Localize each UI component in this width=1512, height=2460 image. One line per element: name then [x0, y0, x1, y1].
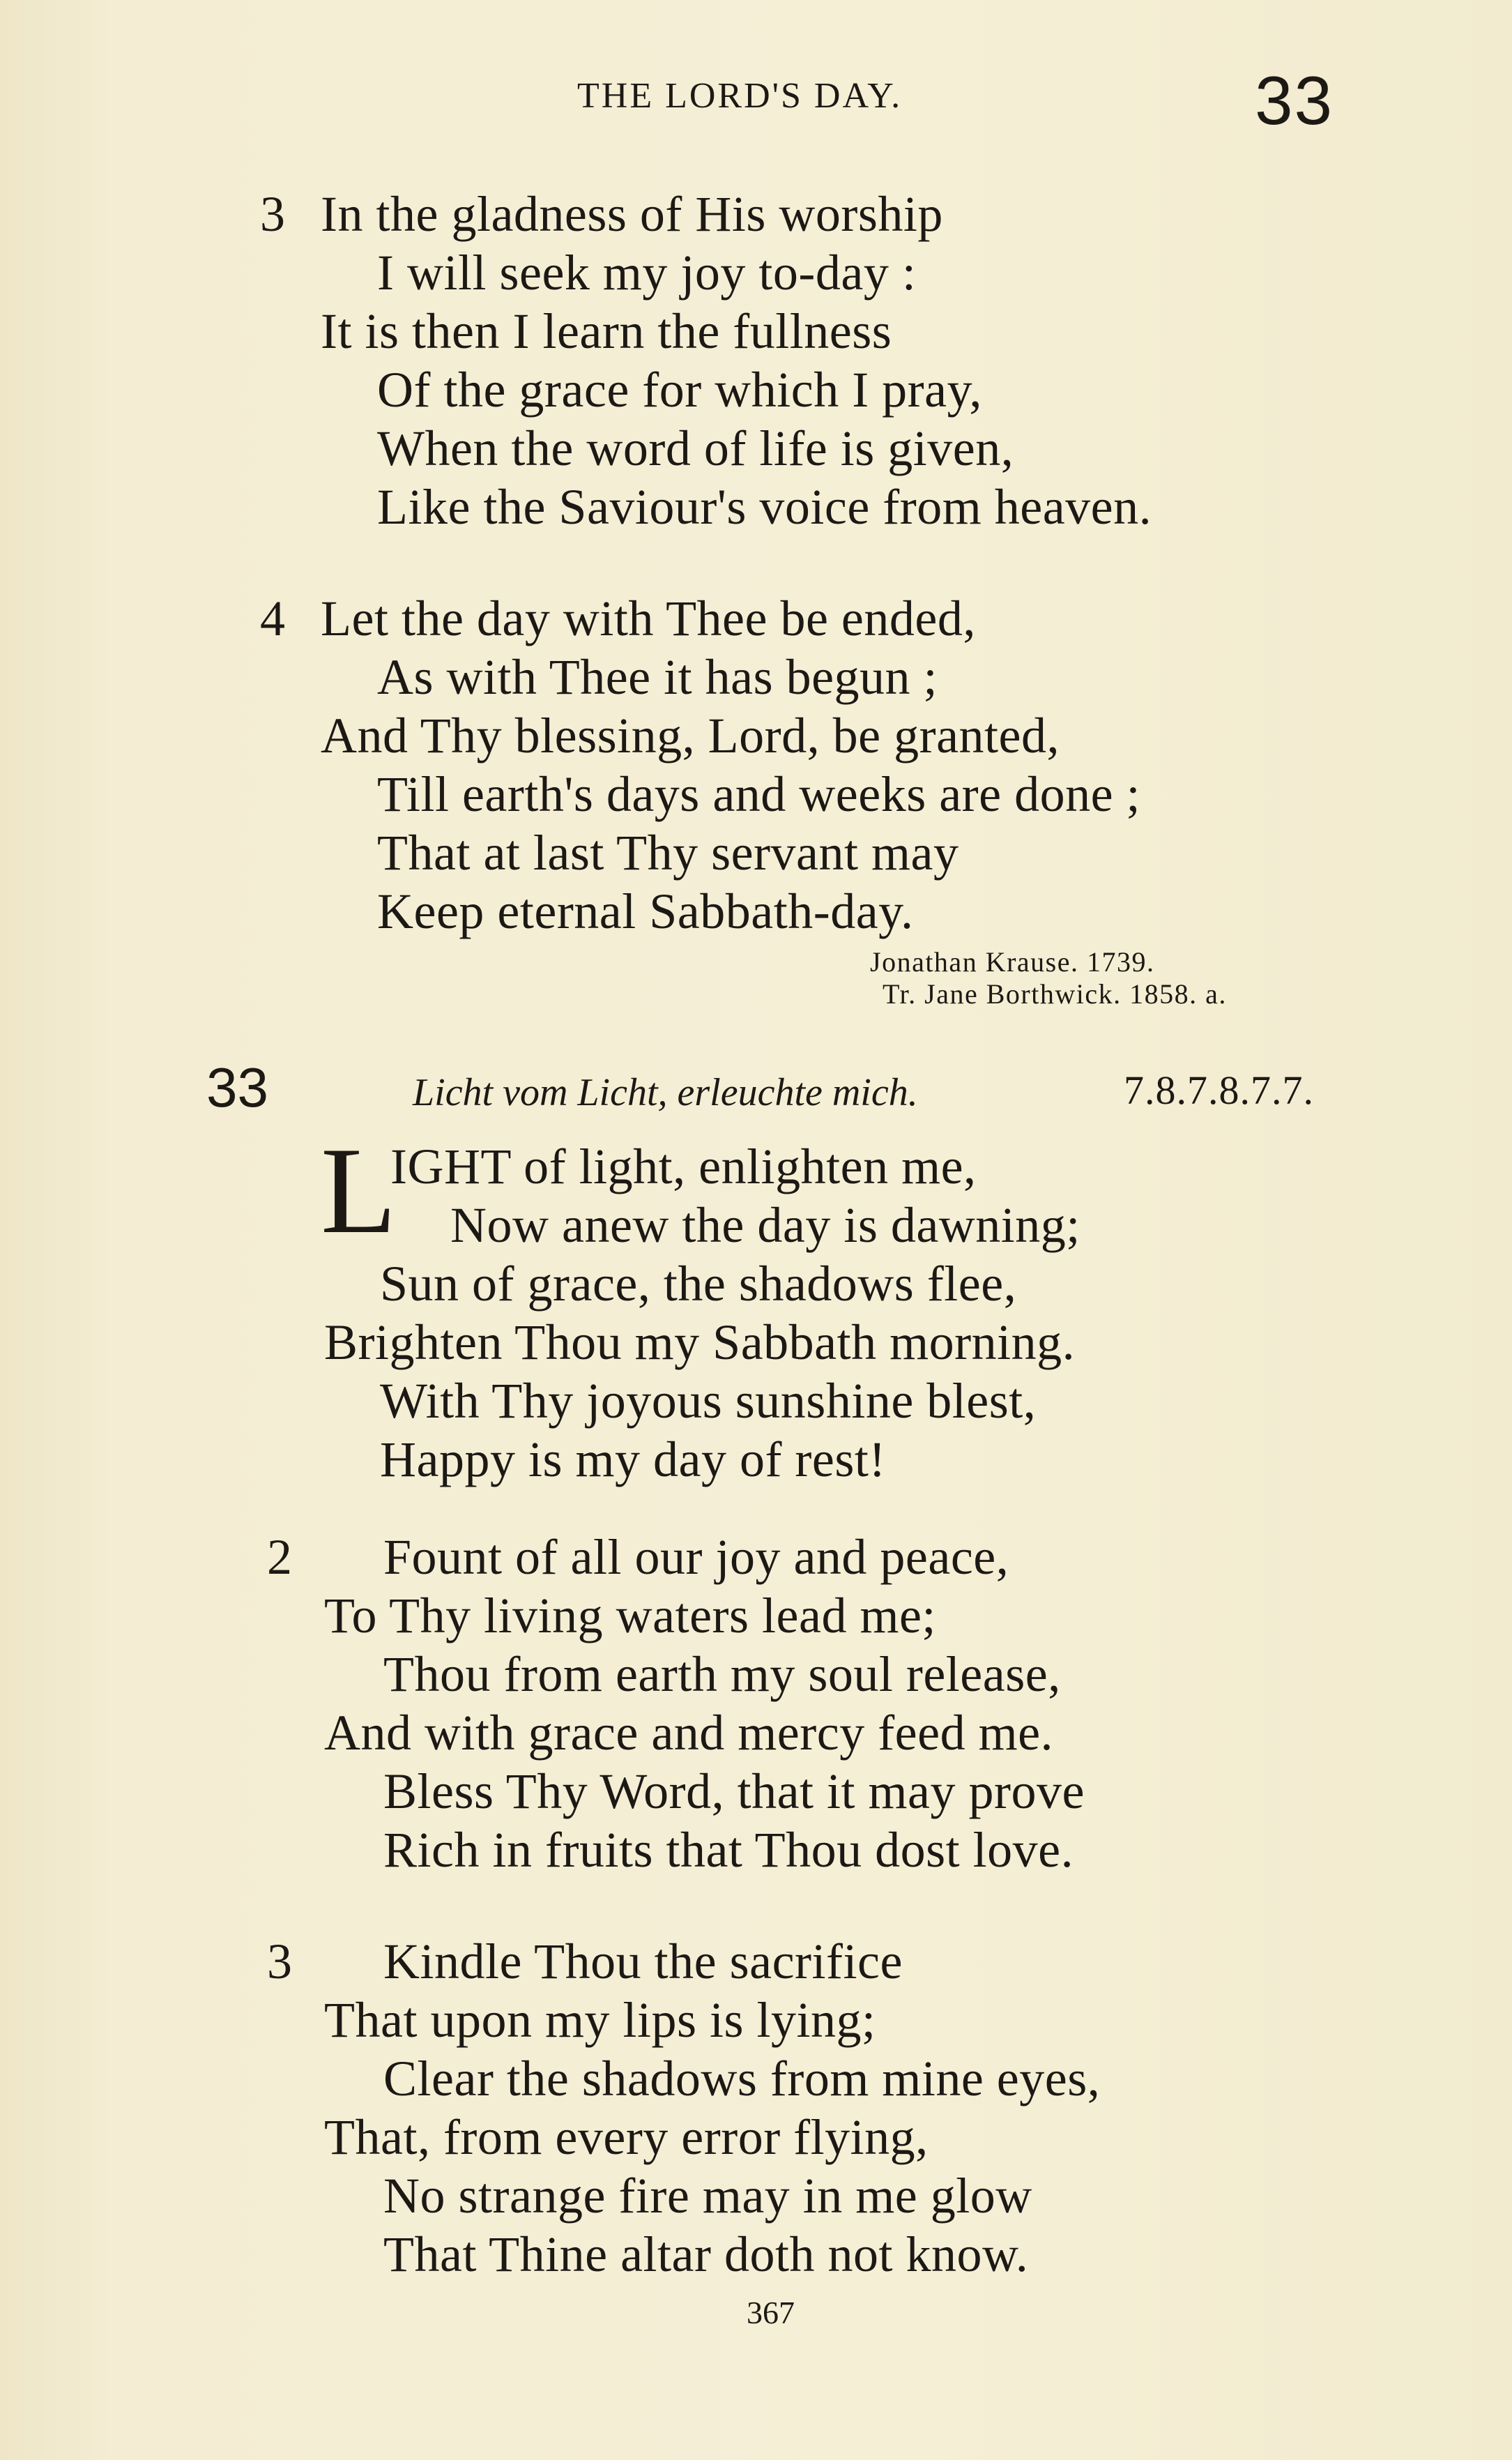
folio-number: 367	[747, 2295, 795, 2330]
verse-line: Till earth's days and weeks are done ;	[377, 766, 1141, 822]
verse-line: Sun of grace, the shadows flee,	[380, 1256, 1017, 1312]
verse-number: 4	[260, 591, 285, 646]
verse-line: Fount of all our joy and peace,	[383, 1529, 1009, 1585]
verse-line: Keep eternal Sabbath-day.	[377, 883, 914, 939]
verse-line: IGHT of light, enlighten me,	[390, 1139, 977, 1194]
verse-line: And with grace and mercy feed me.	[324, 1705, 1054, 1761]
running-head: THE LORD'S DAY.	[577, 76, 903, 116]
hymn-meter: 7.8.7.8.7.7.	[1124, 1068, 1314, 1113]
verse-line: That at last Thy servant may	[377, 825, 959, 881]
verse-line: That Thine altar doth not know.	[383, 2226, 1029, 2282]
verse-number: 2	[267, 1529, 292, 1585]
verse-line: As with Thee it has begun ;	[377, 649, 938, 705]
verse-line: Bless Thy Word, that it may prove	[383, 1763, 1085, 1819]
verse-number: 3	[260, 186, 285, 242]
verse-line: That upon my lips is lying;	[324, 1992, 876, 2048]
verse-line: Of the grace for which I pray,	[377, 362, 982, 418]
verse-line: Brighten Thou my Sabbath morning.	[324, 1314, 1076, 1370]
verse-line: Thou from earth my soul release,	[383, 1646, 1061, 1702]
verse-number: 3	[267, 1934, 292, 1989]
verse-line: To Thy living waters lead me;	[324, 1588, 936, 1643]
verse-line: Like the Saviour's voice from heaven.	[377, 479, 1152, 535]
verse-line: With Thy joyous sunshine blest,	[380, 1373, 1037, 1429]
verse-line: It is then I learn the fullness	[321, 303, 892, 359]
drop-cap: L	[321, 1121, 397, 1259]
hymn-number: 33	[206, 1056, 268, 1118]
verse-line: Clear the shadows from mine eyes,	[383, 2051, 1101, 2106]
author-attribution: Jonathan Krause. 1739.	[870, 946, 1155, 978]
verse-line: Kindle Thou the sacrifice	[383, 1934, 903, 1989]
verse-line: No strange fire may in me glow	[383, 2168, 1032, 2224]
verse-line: When the word of life is given,	[377, 420, 1014, 476]
verse-line: Now anew the day is dawning;	[450, 1197, 1080, 1253]
verse-line: In the gladness of His worship	[321, 186, 943, 242]
verse-line: Rich in fruits that Thou dost love.	[383, 1822, 1074, 1878]
original-first-line: Licht vom Licht, erleuchte mich.	[413, 1071, 918, 1114]
verse-line: I will seek my joy to-day :	[377, 245, 917, 301]
translator-attribution: Tr. Jane Borthwick. 1858. a.	[883, 978, 1227, 1010]
page-number: 33	[1255, 62, 1334, 139]
verse-line: And Thy blessing, Lord, be granted,	[321, 708, 1060, 764]
verse-line: Let the day with Thee be ended,	[321, 591, 976, 646]
verse-line: Happy is my day of rest!	[380, 1432, 886, 1487]
verse-line: That, from every error flying,	[324, 2109, 929, 2165]
